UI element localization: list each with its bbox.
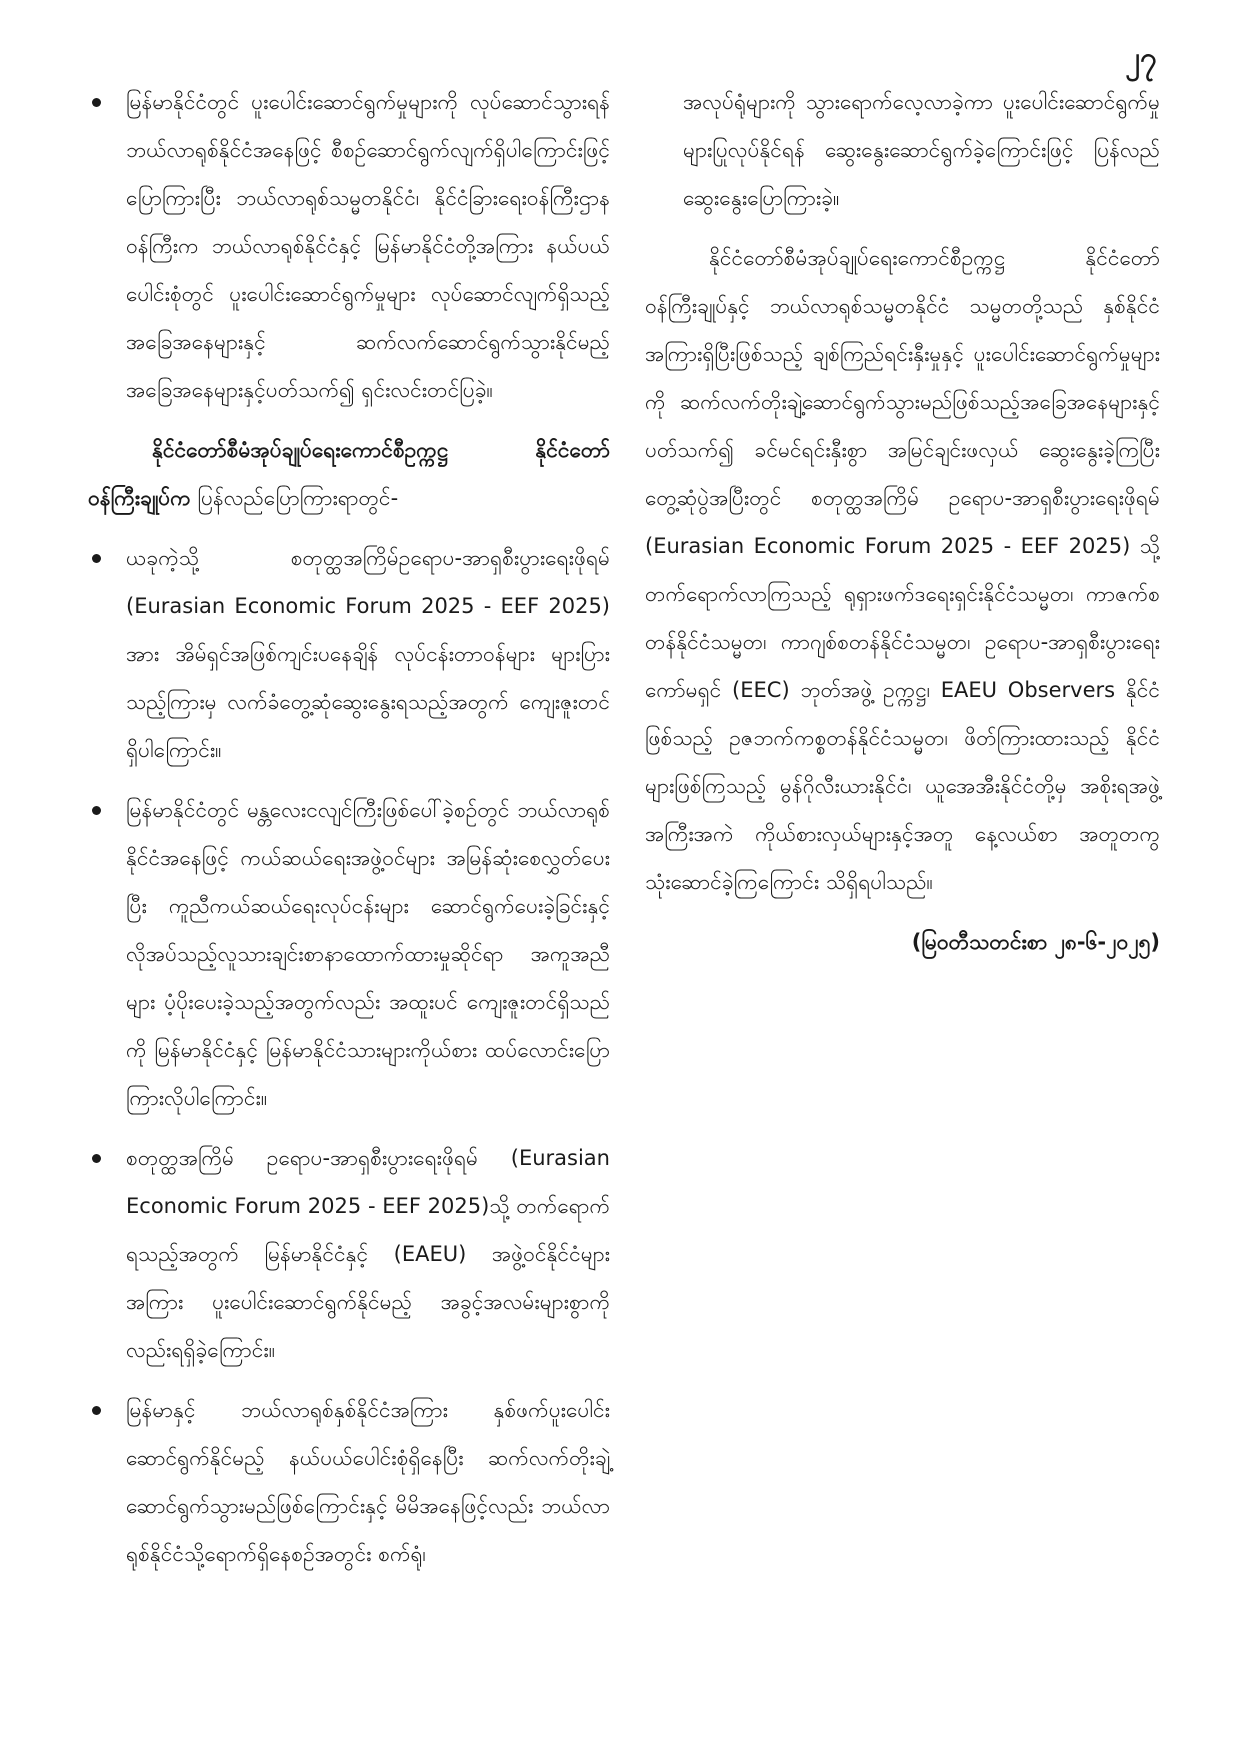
bullet-icon xyxy=(92,98,101,107)
page-number: ၂၇ xyxy=(1125,41,1157,76)
bullet-list-top xyxy=(88,78,610,414)
left-column xyxy=(88,78,610,1590)
bullet-icon xyxy=(92,1154,101,1163)
bullet-icon xyxy=(92,806,101,815)
list-item-text: မြန်မာနှင့် ဘယ်လာရုစ်နှစ်နိုင်ငံအကြား နှစ်ဖက်ပူးပေါင်းဆောင်ရွက်နိုင်မည့် နယ်ပယ်ပေါင်းစုံရှိနေပြီး ဆက်လက်တိုးချဲ့ဆောင်ရွက်သွားမည်ဖြစ်ကြောင်းနှင့် မိမိအနေဖြင့်လည်း ဘယ်လာရုစ်နိုင်ငံသို့ရောက်ရှိနေစဉ်အတွင်း စက်ရုံ၊ xyxy=(126,1398,610,1566)
list-item xyxy=(88,78,610,414)
body-paragraph: နိုင်ငံတော်စီမံအုပ်ချုပ်ရေးကောင်စီဥက္ကဋ္ဌ နိုင်ငံတော်ဝန်ကြီးချုပ်နှင့် ဘယ်လာရုစ်သမ္မတနိုင်ငံ သမ္မတတို့သည် နှစ်နိုင်ငံအကြားရှိပြီးဖြစ်သည့် ချစ်ကြည်ရင်းနှီးမှုနှင့် ပူးပေါင်းဆောင်ရွက်မှုများကို ဆက်လက်တိုးချဲ့ဆောင်ရွက်သွားမည်ဖြစ်သည့်အခြေအနေများနှင့်ပတ်သက်၍ ခင်မင်ရင်းနှီးစွာ အမြင်ချင်းဖလှယ် ဆွေးနွေးခဲ့ကြပြီး တွေ့ဆုံပွဲအပြီးတွင် စတုတ္ထအကြိမ် ဥရောပ-အာရှစီးပွားရေးဖိုရမ် (Eurasian Economic Forum 2025 - EEF 2025) သို့တက်ရောက်လာကြသည့် ရုရှားဖက်ဒရေးရှင်းနိုင်ငံသမ္မတ၊ ကာဇက်စတန်နိုင်ငံသမ္မတ၊ ကာဂျစ်စတန်နိုင်ငံသမ္မတ၊ ဥရောပ-အာရှစီးပွားရေးကော်မရှင် (EEC) ဘုတ်အဖွဲ့ ဥက္ကဋ္ဌ၊ EAEU Observers နိုင်ငံဖြစ်သည့် ဥဇဘက်ကစ္စတန်နိုင်ငံသမ္မတ၊ ဖိတ်ကြားထားသည့် နိုင်ငံများဖြစ်ကြသည့် မွန်ဂိုလီးယားနိုင်ငံ၊ ယူအေအီးနိုင်ငံတို့မှ အစိုးရအဖွဲ့အကြီးအကဲ ကိုယ်စားလှယ်များနှင့်အတူ နေ့လယ်စာ အတူတကွ သုံးဆောင်ခဲ့ကြကြောင်း သိရှိရပါသည်။ xyxy=(645,246,1160,894)
intro-bold-text: နိုင်ငံတော်စီမံအုပ်ချုပ်ရေးကောင်စီဥက္ကဋ္ဌ နိုင်ငံတော်ဝန်ကြီးချုပ်က xyxy=(88,438,610,510)
continuation-text: အလုပ်ရုံများကို သွားရောက်လေ့လာခဲ့ကာ ပူးပေါင်းဆောင်ရွက်မှုများပြုလုပ်နိုင်ရန် ဆွေးနွေးဆောင်ရွက်ခဲ့ကြောင်းဖြင့် ပြန်လည်ဆွေးနွေးပြောကြားခဲ့။ xyxy=(683,90,1160,210)
list-item-text: မြန်မာနိုင်ငံတွင် မန္တလေးငလျင်ကြီးဖြစ်ပေါ်ခဲ့စဉ်တွင် ဘယ်လာရုစ်နိုင်ငံအနေဖြင့် ကယ်ဆယ်ရေးအဖွဲ့ဝင်များ အမြန်ဆုံးစေလွှတ်ပေးပြီး ကူညီကယ်ဆယ်ရေးလုပ်ငန်းများ ဆောင်ရွက်ပေးခဲ့ခြင်းနှင့် လိုအပ်သည့်လူသားချင်းစာနာထောက်ထားမှုဆိုင်ရာ အကူအညီများ ပံ့ပိုးပေးခဲ့သည့်အတွက်လည်း အထူးပင် ကျေးဇူးတင်ရှိသည်ကို မြန်မာနိုင်ငံနှင့် မြန်မာနိုင်ငံသားများကိုယ်စား ထပ်လောင်းပြောကြားလိုပါကြောင်း။ xyxy=(126,798,610,1110)
right-column xyxy=(645,78,1160,966)
list-item xyxy=(88,1134,610,1374)
intro-text: ပြန်လည်ပြောကြားရာတွင်- xyxy=(190,486,399,510)
intro-paragraph xyxy=(88,426,610,522)
bullet-icon xyxy=(92,554,101,563)
list-item xyxy=(88,1386,610,1578)
list-item-text: စတုတ္ထအကြိမ် ဥရောပ-အာရှစီးပွားရေးဖိုရမ် (Eurasian Economic Forum 2025 - EEF 2025)သို့ တက်ရောက်ရသည့်အတွက် မြန်မာနိုင်ငံနှင့် (EAEU) အဖွဲ့ဝင်နိုင်ငံများအကြား ပူးပေါင်းဆောင်ရွက်နိုင်မည့် အခွင့်အလမ်းများစွာကိုလည်းရရှိခဲ့ကြောင်း။ xyxy=(126,1146,610,1362)
source-citation: (မြဝတီသတင်းစာ ၂၈-၆-၂၀၂၅) xyxy=(911,930,1160,954)
bullet-list-main xyxy=(88,534,610,1578)
list-item xyxy=(88,786,610,1122)
list-item xyxy=(88,534,610,774)
bullet-icon xyxy=(92,1406,101,1415)
list-item-text: ယခုကဲ့သို့ စတုတ္ထအကြိမ်ဥရောပ-အာရှစီးပွားရေးဖိုရမ် (Eurasian Economic Forum 2025 - EEF 2025) အား အိမ်ရှင်အဖြစ်ကျင်းပနေချိန် လုပ်ငန်းတာဝန်များ များပြားသည့်ကြားမှ လက်ခံတွေ့ဆုံဆွေးနွေးရသည့်အတွက် ကျေးဇူးတင်ရှိပါကြောင်း။ xyxy=(126,546,610,762)
list-item-text: မြန်မာနိုင်ငံတွင် ပူးပေါင်းဆောင်ရွက်မှုများကို လုပ်ဆောင်သွားရန် ဘယ်လာရုစ်နိုင်ငံအနေဖြင့် စီစဉ်ဆောင်ရွက်လျက်ရှိပါကြောင်းဖြင့် ပြောကြားပြီး ဘယ်လာရုစ်သမ္မတနိုင်ငံ၊ နိုင်ငံခြားရေးဝန်ကြီးဌာနဝန်ကြီးက ဘယ်လာရုစ်နိုင်ငံနှင့် မြန်မာနိုင်ငံတို့အကြား နယ်ပယ်ပေါင်းစုံတွင် ပူးပေါင်းဆောင်ရွက်မှုများ လုပ်ဆောင်လျက်ရှိသည့်အခြေအနေများနှင့် ဆက်လက်ဆောင်ရွက်သွားနိုင်မည့်အခြေအနေများနှင့်ပတ်သက်၍ ရှင်းလင်းတင်ပြခဲ့။ xyxy=(126,90,610,402)
